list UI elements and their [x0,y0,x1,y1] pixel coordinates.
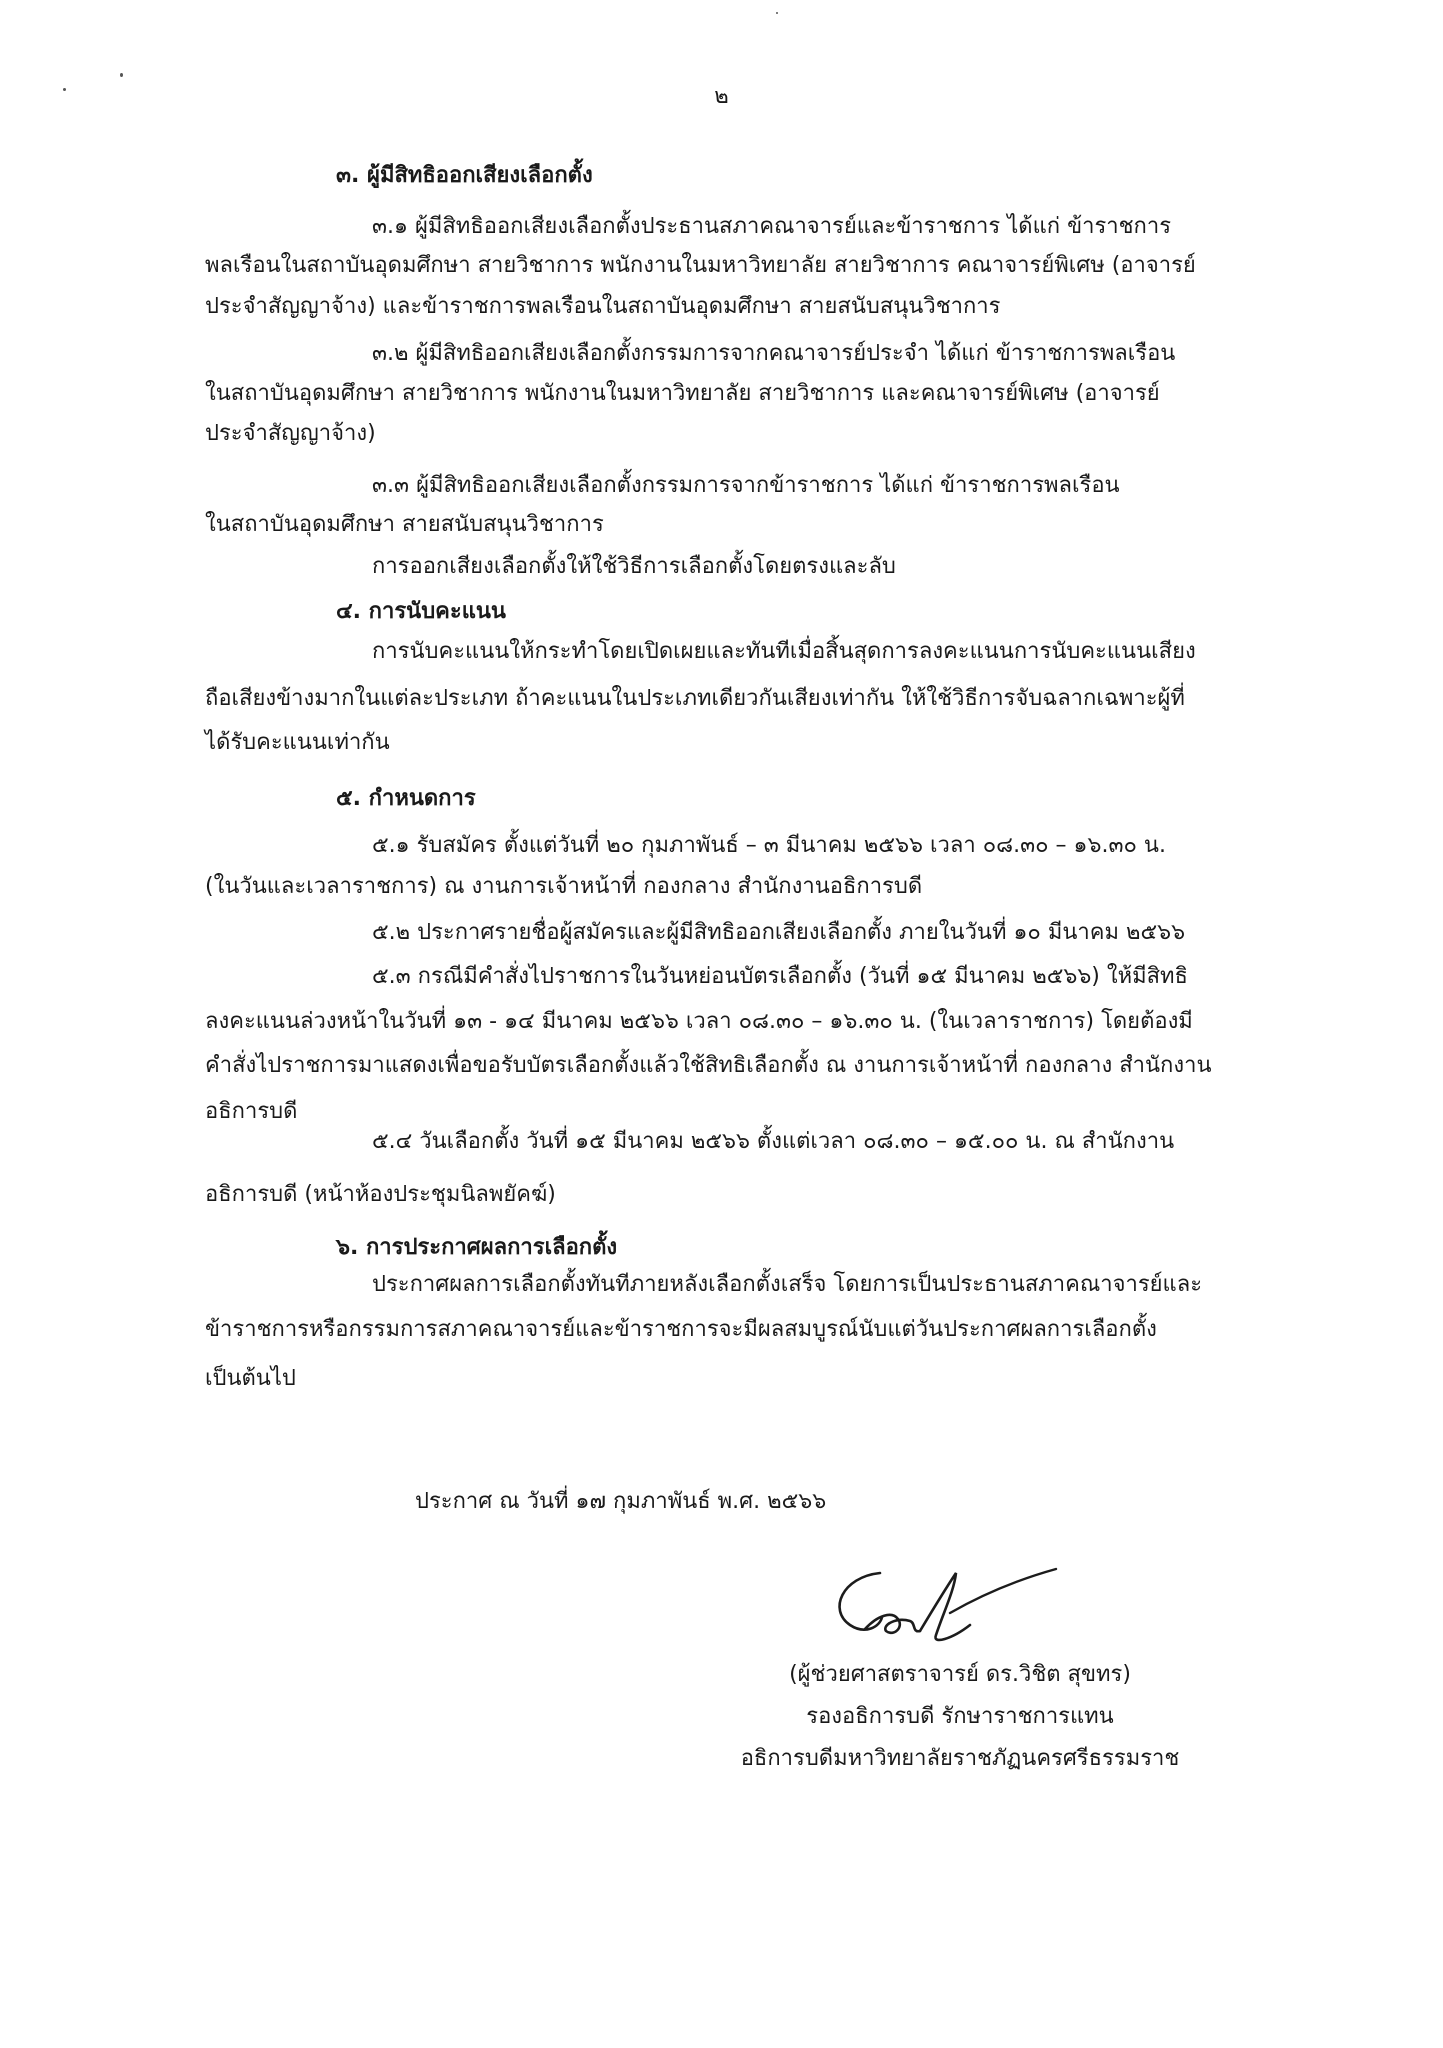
paragraph-5-3-line: คำสั่งไปราชการมาแสดงเพื่อขอรับบัตรเลือกตั้งแล้วใช้สิทธิเลือกตั้ง ณ งานการเจ้าหน้าที่ กองกลาง สำนักงาน [205,1053,1212,1078]
section-4-line: การนับคะแนนให้กระทำโดยเปิดเผยและทันทีเมื่อสิ้นสุดการลงคะแนนการนับคะแนนเสียง [372,639,1196,664]
section-6-line: เป็นต้นไป [205,1366,296,1391]
signatory-position: อธิการบดีมหาวิทยาลัยราชภัฏนครศรีธรรมราช [740,1746,1180,1771]
paragraph-3-2-line: ๓.๒ ผู้มีสิทธิออกเสียงเลือกตั้งกรรมการจากคณาจารย์ประจำ ได้แก่ ข้าราชการพลเรือน [372,341,1176,366]
scan-speck [776,12,778,14]
section-4-heading: ๔. การนับคะแนน [336,599,506,624]
paragraph-5-4-line: อธิการบดี (หน้าห้องประชุมนิลพยัคฆ์) [205,1182,556,1207]
paragraph-3-1-line: พลเรือนในสถาบันอุดมศึกษา สายวิชาการ พนักงานในมหาวิทยาลัย สายวิชาการ คณาจารย์พิเศษ (อาจารย์ [205,253,1196,278]
signatory-name: (ผู้ช่วยศาสตราจารย์ ดร.วิชิต สุขทร) [789,1662,1131,1687]
handwritten-signature [820,1555,1070,1654]
scan-speck [120,73,123,77]
paragraph-5-3-line: อธิการบดี [205,1099,298,1124]
election-method-note: การออกเสียงเลือกตั้งให้ใช้วิธีการเลือกตั้งโดยตรงและลับ [372,554,896,579]
paragraph-5-2: ๕.๒ ประกาศรายชื่อผู้สมัครและผู้มีสิทธิออกเสียงเลือกตั้ง ภายในวันที่ ๑๐ มีนาคม ๒๕๖๖ [372,920,1186,945]
signatory-position: รองอธิการบดี รักษาราชการแทน [806,1704,1114,1729]
paragraph-5-1-line: (ในวันและเวลาราชการ) ณ งานการเจ้าหน้าที่ กองกลาง สำนักงานอธิการบดี [205,874,923,899]
paragraph-3-2-line: ในสถาบันอุดมศึกษา สายวิชาการ พนักงานในมหาวิทยาลัย สายวิชาการ และคณาจารย์พิเศษ (อาจารย์ [205,381,1160,406]
section-5-heading: ๕. กำหนดการ [336,786,476,811]
section-6-line: ข้าราชการหรือกรรมการสภาคณาจารย์และข้าราชการจะมีผลสมบูรณ์นับแต่วันประกาศผลการเลือกตั้ง [205,1317,1157,1342]
section-6-line: ประกาศผลการเลือกตั้งทันทีภายหลังเลือกตั้งเสร็จ โดยการเป็นประธานสภาคณาจารย์และ [372,1272,1203,1297]
section-6-heading: ๖. การประกาศผลการเลือกตั้ง [336,1235,618,1260]
paragraph-3-3-line: ๓.๓ ผู้มีสิทธิออกเสียงเลือกตั้งกรรมการจากข้าราชการ ได้แก่ ข้าราชการพลเรือน [372,473,1120,498]
section-4-line: ได้รับคะแนนเท่ากัน [205,730,390,755]
paragraph-5-4-line: ๕.๔ วันเลือกตั้ง วันที่ ๑๕ มีนาคม ๒๕๖๖ ตั้งแต่เวลา ๐๘.๓๐ – ๑๕.๐๐ น. ณ สำนักงาน [372,1129,1175,1154]
paragraph-5-1-line: ๕.๑ รับสมัคร ตั้งแต่วันที่ ๒๐ กุมภาพันธ์ – ๓ มีนาคม ๒๕๖๖ เวลา ๐๘.๓๐ – ๑๖.๓๐ น. [372,833,1166,858]
paragraph-3-1-line: ๓.๑ ผู้มีสิทธิออกเสียงเลือกตั้งประธานสภาคณาจารย์และข้าราชการ ได้แก่ ข้าราชการ [372,214,1172,239]
paragraph-5-3-line: ลงคะแนนล่วงหน้าในวันที่ ๑๓ - ๑๔ มีนาคม ๒๕๖๖ เวลา ๐๘.๓๐ – ๑๖.๓๐ น. (ในเวลาราชการ) โดยต้องมี [205,1009,1193,1034]
paragraph-3-1-line: ประจำสัญญาจ้าง) และข้าราชการพลเรือนในสถาบันอุดมศึกษา สายสนับสนุนวิชาการ [205,294,1001,319]
paragraph-3-3-line: ในสถาบันอุดมศึกษา สายสนับสนุนวิชาการ [205,512,604,537]
announcement-date: ประกาศ ณ วันที่ ๑๗ กุมภาพันธ์ พ.ศ. ๒๕๖๖ [415,1489,827,1514]
page-number: ๒ [714,84,729,109]
section-4-line: ถือเสียงข้างมากในแต่ละประเภท ถ้าคะแนนในประเภทเดียวกันเสียงเท่ากัน ให้ใช้วิธีการจับฉลากเฉพาะผู้ที่ [205,686,1185,711]
paragraph-3-2-line: ประจำสัญญาจ้าง) [205,421,376,446]
paragraph-5-3-line: ๕.๓ กรณีมีคำสั่งไปราชการในวันหย่อนบัตรเลือกตั้ง (วันที่ ๑๕ มีนาคม ๒๕๖๖) ให้มีสิทธิ [372,964,1188,989]
section-3-heading: ๓. ผู้มีสิทธิออกเสียงเลือกตั้ง [336,163,593,188]
